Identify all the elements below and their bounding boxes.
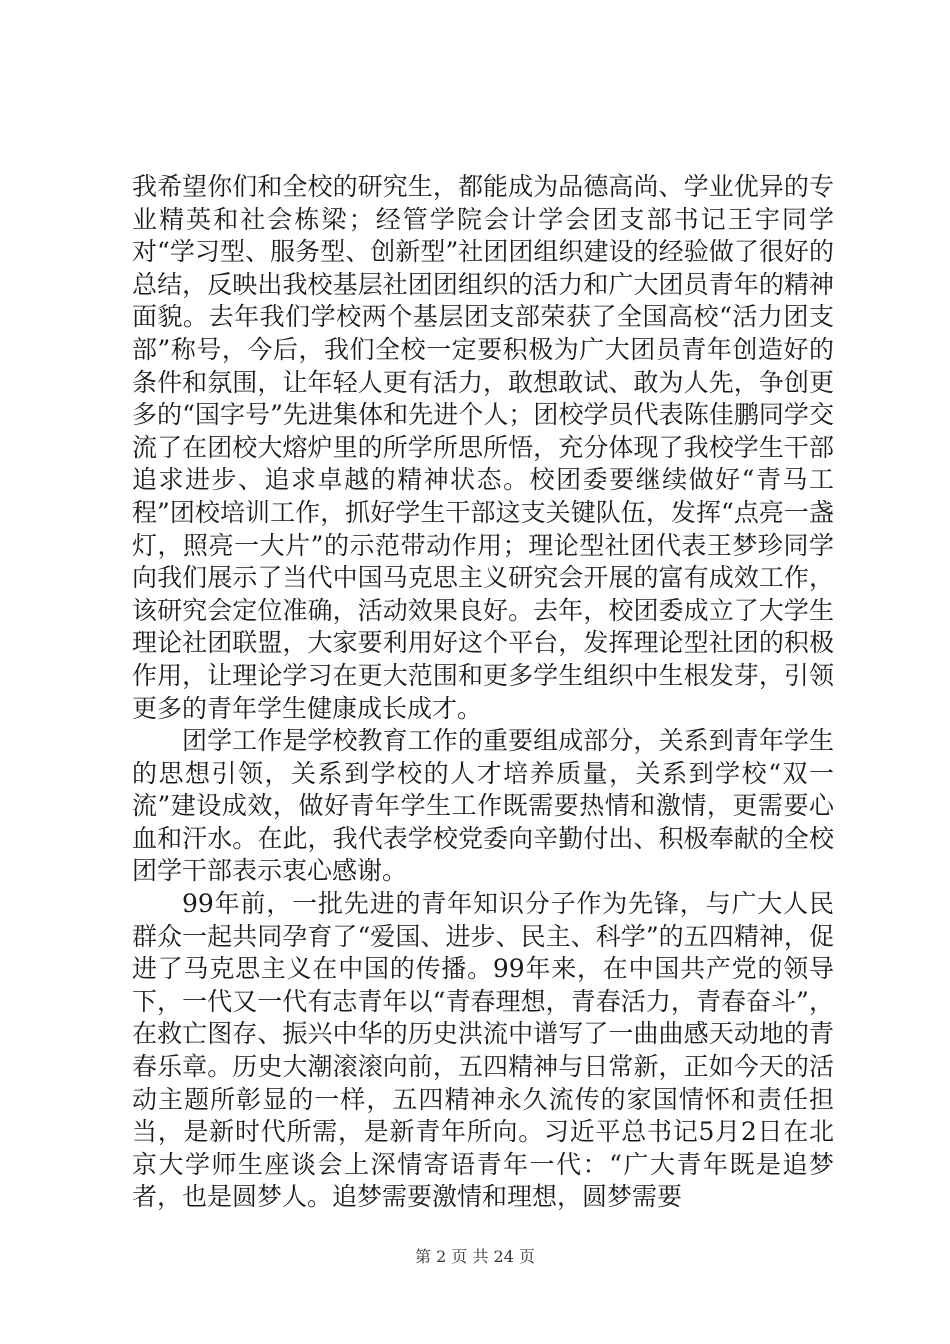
paragraph-2: 团学工作是学校教育工作的重要组成部分，关系到青年学生的思想引领，关系到学校的人才培养质量，关系到学校“双一流”建设成效，做好青年学生工作既需要热情和激情，更需要心血和汗水。在此，我代表学校党委向辛勤付出、积极奉献的全校团学干部表示衷心感谢。 [132,726,834,886]
paragraph-3: 99年前，一批先进的青年知识分子作为先锋，与广大人民群众一起共同孕育了“爱国、进步、民主、科学”的五四精神，促进了马克思主义在中国的传播。99年来，在中国共产党的领导下，一代又一代有志青年以“青春理想，青春活力，青春奋斗”，在救亡图存、振兴中华的历史洪流中谱写了一曲曲感天动地的青春乐章。历史大潮滚滚向前，五四精神与日常新，正如今天的活动主题所彰显的一样，五四精神永久流传的家国情怀和责任担当，是新时代所需，是新青年所向。习近平总书记5月2日在北京大学师生座谈会上深情寄语青年一代：“广大青年既是追梦者，也是圆梦人。追梦需要激情和理想，圆梦需要 [132,889,834,1212]
document-body [132,171,834,1214]
page-footer: 第 2 页 共 24 页 [415,1247,535,1266]
paragraph-1: 我希望你们和全校的研究生，都能成为品德高尚、学业优异的专业精英和社会栋梁；经管学院会计学会团支部书记王宇同学对“学习型、服务型、创新型”社团团组织建设的经验做了很好的总结，反映出我校基层社团团组织的活力和广大团员青年的精神面貌。去年我们学校两个基层团支部荣获了全国高校“活力团支部”称号，今后，我们全校一定要积极为广大团员青年创造好的条件和氛围，让年轻人更有活力，敢想敢试、敢为人先，争创更多的“国字号”先进集体和先进个人；团校学员代表陈佳鹏同学交流了在团校大熔炉里的所学所思所悟，充分体现了我校学生干部追求进步、追求卓越的精神状态。校团委要继续做好“青马工程”团校培训工作，抓好学生干部这支关键队伍，发挥“点亮一盏灯，照亮一大片”的示范带动作用；理论型社团代表王梦珍同学向我们展示了当代中国马克思主义研究会开展的富有成效工作，该研究会定位准确，活动效果良好。去年，校团委成立了大学生理论社团联盟，大家要利用好这个平台，发挥理论型社团的积极作用，让理论学习在更大范围和更多学生组织中生根发芽，引领更多的青年学生健康成长成才。 [132,172,834,723]
